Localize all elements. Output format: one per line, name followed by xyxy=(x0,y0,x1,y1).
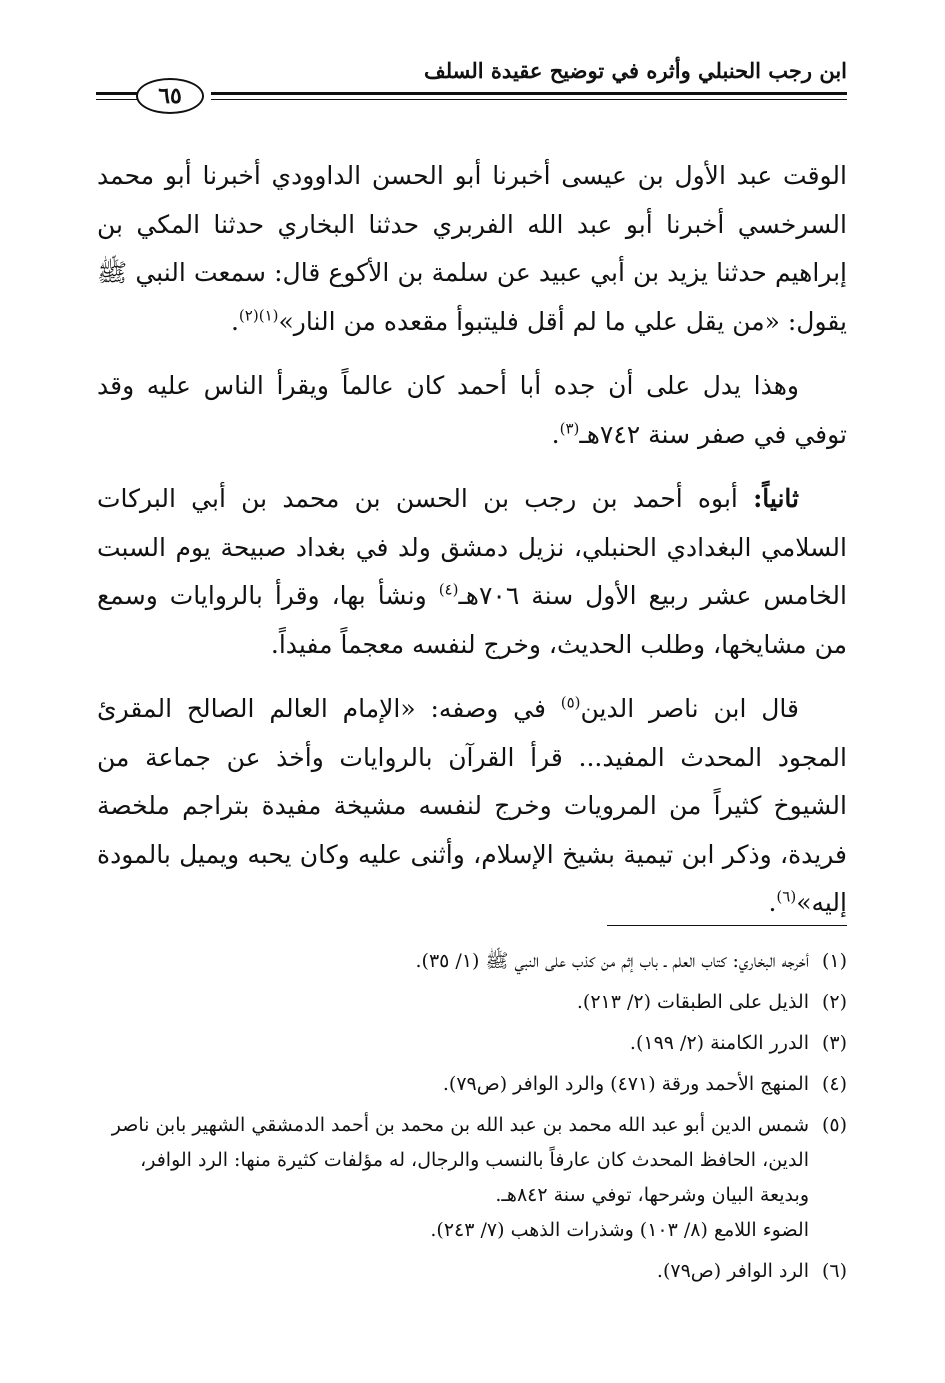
footnote-number: (١) xyxy=(821,950,847,972)
page-number: ٦٥ xyxy=(136,78,204,114)
body-text xyxy=(97,152,847,928)
paragraph-4-end: . xyxy=(768,888,777,917)
footnote-text: المنهج الأحمد ورقة (٤٧١) والرد الوافر (ص٧٩). xyxy=(442,1073,809,1095)
footnote-number: (٢) xyxy=(821,991,847,1013)
paragraph-4-text-b: في وصفه: «الإمام العالم الصالح المقرئ المجود المحدث المفيد... قرأ القرآن بالروايات وأخذ عن جماعة من الشيوخ كثيراً من المرويات وخرج لنفسه مشيخة مفيدة بتراجم ملخصة فريدة، وذكر ابن تيمية بشيخ الإسلام، وأثنى عليه وكان يحبه ويميل بالمودة إليه» xyxy=(97,694,847,917)
footnote-ref: (٥) xyxy=(560,693,581,712)
footnotes xyxy=(97,944,847,1295)
paragraph-3 xyxy=(97,475,847,669)
footnote-6 xyxy=(97,1254,847,1289)
footnote-1 xyxy=(97,944,847,979)
footnote-text: الدرر الكامنة (٢/ ١٩٩). xyxy=(629,1032,809,1054)
footnote-ref: (٣) xyxy=(559,419,580,438)
footnote-5 xyxy=(97,1108,847,1248)
paragraph-2 xyxy=(97,362,847,459)
paragraph-3-text-a: أبوه أحمد بن رجب بن الحسن بن محمد بن أبي البركات السلامي البغدادي الحنبلي، نزيل دمشق ولد في بغداد صبيحة يوم السبت الخامس عشر ربيع الأول سنة ٧٠٦هـ xyxy=(97,484,847,610)
paragraph-3-text-b: ونشأ بها، وقرأ بالروايات وسمع من مشايخها، وطلب الحديث، وخرج لنفسه معجماً مفيداً. xyxy=(97,581,847,659)
footnote-number: (٣) xyxy=(821,1032,847,1054)
paragraph-1-end: . xyxy=(230,306,239,336)
footnote-text-source: الضوء اللامع (٨/ ١٠٣) وشذرات الذهب (٧/ ٢٤٣). xyxy=(430,1219,809,1241)
footnote-4 xyxy=(97,1067,847,1102)
footnote-number: (٦) xyxy=(821,1260,847,1282)
footnote-separator xyxy=(607,925,847,926)
footnote-2 xyxy=(97,985,847,1020)
paragraph-1-text: الوقت عبد الأول بن عيسى أخبرنا أبو الحسن الداوودي أخبرنا أبو محمد السرخسي أخبرنا أبو عبد الله الفربري حدثنا البخاري حدثنا المكي بن إبراهيم حدثنا يزيد بن أبي عبيد عن سلمة بن الأكوع قال: سمعت النبي ﷺ يقول: «من يقل علي ما لم أقل فليتبوأ مقعده من النار» xyxy=(97,161,847,336)
running-header-title: ابن رجب الحنبلي وأثره في توضيح عقيدة السلف xyxy=(423,58,847,83)
footnote-3 xyxy=(97,1026,847,1061)
footnote-ref: (١)(٢) xyxy=(238,306,279,325)
paragraph-2-text: وهذا يدل على أن جده أبا أحمد كان عالماً ويقرأ الناس عليه وقد توفي في صفر سنة ٧٤٢هـ xyxy=(97,371,847,449)
footnote-ref: (٦) xyxy=(776,887,797,906)
footnote-number: (٥) xyxy=(821,1114,847,1136)
footnote-text: الذيل على الطبقات (٢/ ٢١٣). xyxy=(576,991,809,1013)
footnote-number: (٤) xyxy=(821,1073,847,1095)
footnote-ref: (٤) xyxy=(438,580,459,599)
header-rule-left-thick xyxy=(96,92,138,95)
header-rule-thick xyxy=(211,92,847,95)
paragraph-2-end: . xyxy=(551,419,560,449)
paragraph-4-text-a: قال ابن ناصر الدين xyxy=(580,694,799,723)
footnote-text: الرد الوافر (ص٧٩). xyxy=(656,1260,809,1282)
paragraph-3-lead: ثانياً: xyxy=(753,484,799,513)
paragraph-1 xyxy=(97,152,847,346)
footnote-text: أخرجه البخاري: كتاب العلم ـ باب إثم من كذب على النبي ﷺ (١/ ٣٥). xyxy=(415,950,809,972)
header-rule-thin xyxy=(211,99,847,100)
paragraph-4 xyxy=(97,685,847,928)
footnote-text: شمس الدين أبو عبد الله محمد بن عبد الله بن محمد بن أحمد الدمشقي الشهير بابن ناصر الدين، الحافظ المحدث كان عارفاً بالنسب والرجال، له مؤلفات كثيرة منها: الرد الوافر، وبديعة البيان وشرحها، توفي سنة ٨٤٢هـ. xyxy=(111,1114,809,1206)
header-rule-left-thin xyxy=(96,99,138,100)
